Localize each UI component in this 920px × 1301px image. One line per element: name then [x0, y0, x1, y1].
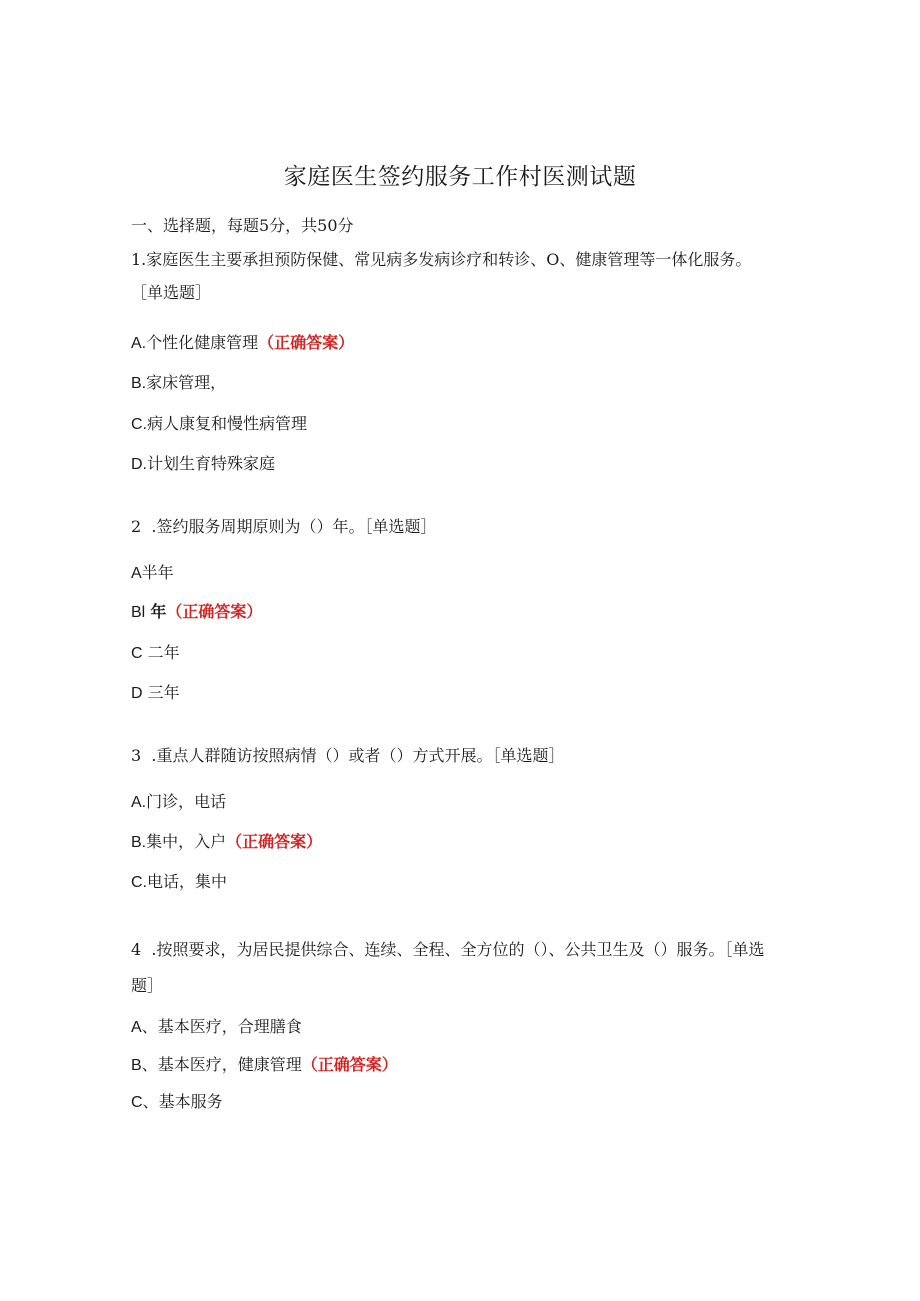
- question-2: [131, 514, 436, 537]
- question-3-option-a: [131, 789, 226, 812]
- question-4-option-a: [131, 1014, 302, 1037]
- page-title: 家庭医生签约服务工作村医测试题: [283, 164, 637, 190]
- question-text: .按照要求，为居民提供综合、连续、全程、全方位的（）、公共卫生及（）服务。［单选题］: [131, 940, 765, 995]
- question-3-option-b: [131, 829, 322, 852]
- option-text: 门诊，电话: [146, 792, 227, 811]
- question-number: 2: [131, 517, 142, 536]
- option-text: 个性化健康管理: [146, 333, 259, 352]
- question-number: 1.: [131, 250, 147, 269]
- option-text: 电话，集中: [147, 872, 228, 891]
- option-text: 基本医疗，健康管理: [157, 1055, 302, 1074]
- correct-answer-marker: （正确答案）: [258, 333, 355, 352]
- question-1-option-c: [131, 411, 307, 434]
- option-letter: B.: [131, 375, 147, 392]
- option-text: 年: [150, 602, 167, 621]
- option-letter: A: [131, 565, 142, 582]
- question-2-option-c: [131, 640, 180, 663]
- question-1-option-b: [131, 370, 226, 393]
- option-letter: B.: [131, 834, 147, 851]
- question-text: .签约服务周期原则为（）年。［单选题］: [151, 517, 437, 536]
- option-letter: C、: [131, 1094, 159, 1111]
- question-text: .重点人群随访按照病情（）或者（）方式开展。［单选题］: [151, 746, 565, 765]
- option-letter: Bl: [131, 604, 146, 621]
- option-letter: A、: [131, 1019, 158, 1036]
- question-2-option-b: [131, 599, 262, 622]
- question-1-option-d: [131, 451, 275, 474]
- question-2-option-d: [131, 680, 180, 703]
- section-heading: 一、选择题，每题5分，共50分: [131, 216, 354, 235]
- option-text: 基本医疗，合理膳食: [157, 1017, 302, 1036]
- question-2-option-a: [131, 560, 174, 583]
- option-letter: C.: [131, 416, 147, 433]
- option-letter: D.: [131, 456, 147, 473]
- option-text: 二年: [147, 643, 180, 662]
- option-letter: A.: [131, 794, 147, 811]
- option-text: 家床管理，: [146, 373, 227, 392]
- option-letter: C: [131, 645, 143, 662]
- option-letter: A.: [131, 335, 147, 352]
- question-1: [131, 243, 771, 309]
- option-text: 基本服务: [158, 1092, 223, 1111]
- question-4-option-b: [131, 1052, 398, 1075]
- option-text: 半年: [141, 563, 174, 582]
- correct-answer-marker: （正确答案）: [166, 602, 263, 621]
- option-letter: B、: [131, 1057, 158, 1074]
- correct-answer-marker: （正确答案）: [226, 832, 323, 851]
- question-text: 家庭医生主要承担预防保健、常见病多发病诊疗和转诊、O、健康管理等一体化服务。［单选题］: [131, 250, 752, 302]
- option-text: 计划生育特殊家庭: [147, 454, 276, 473]
- option-text: 病人康复和慢性病管理: [147, 414, 308, 433]
- option-text: 集中，入户: [146, 832, 227, 851]
- correct-answer-marker: （正确答案）: [301, 1055, 398, 1074]
- question-3: [131, 743, 564, 766]
- question-4: [131, 932, 781, 1004]
- question-1-option-a: [131, 330, 354, 353]
- question-number: 3: [131, 746, 142, 765]
- question-4-option-c: [131, 1089, 223, 1112]
- option-text: 三年: [147, 683, 180, 702]
- question-number: 4: [131, 940, 142, 959]
- question-3-option-c: [131, 869, 227, 892]
- option-letter: C.: [131, 874, 147, 891]
- option-letter: D: [131, 685, 143, 702]
